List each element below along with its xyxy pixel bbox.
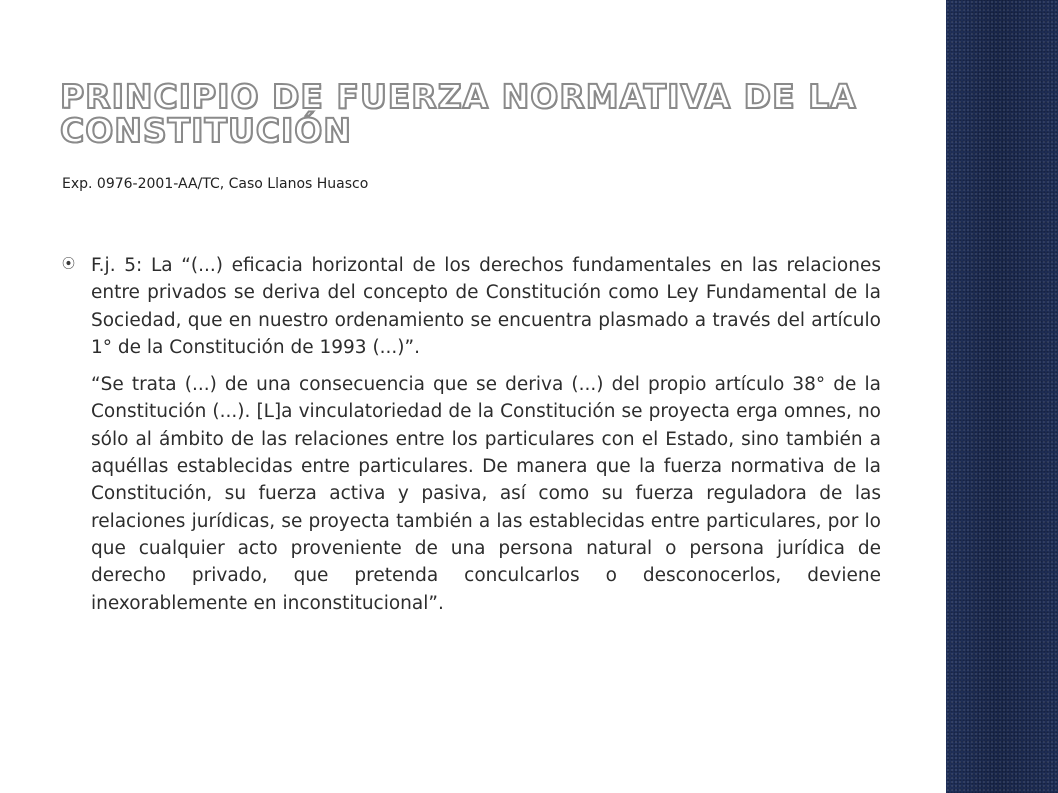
slide-title: PRINCIPIO DE FUERZA NORMATIVA DE LA CONSTITUCIÓN xyxy=(60,77,857,150)
bullet-item xyxy=(62,252,881,361)
case-reference: Exp. 0976-2001-AA/TC, Caso Llanos Huasco xyxy=(62,176,369,192)
bullet-text: F.j. 5: La “(...) eficacia horizontal de los derechos fundamentales en las relaciones entre privados se deriva del concepto de Constitución como Ley Fundamental de la Sociedad, que en nuestro ordenamiento se encuentra plasmado a través del artículo 1° de la Constitución de 1993 (...)”. xyxy=(91,255,881,358)
slide-content xyxy=(62,252,881,617)
decorative-side-band xyxy=(946,0,1058,793)
circled-bullet-icon: ⦿ xyxy=(62,257,76,272)
quote-paragraph: “Se trata (...) de una consecuencia que se deriva (...) del propio artículo 38° de la Constitución (...). [L]a vinculatoriedad de la Constitución se proyecta erga omnes, no sólo al ámbito de las relaciones entre los particulares con el Estado, sino también a aquéllas establecidas entre particulares. De manera que la fuerza normativa de la Constitución, su fuerza activa y pasiva, así como su fuerza reguladora de las relaciones jurídicas, se proyecta también a las establecidas entre particulares, por lo que cualquier acto proveniente de una persona natural o persona jurídica de derecho privado, que pretenda conculcarlos o desconocerlos, deviene inexorablemente en inconstitucional”. xyxy=(91,374,881,614)
